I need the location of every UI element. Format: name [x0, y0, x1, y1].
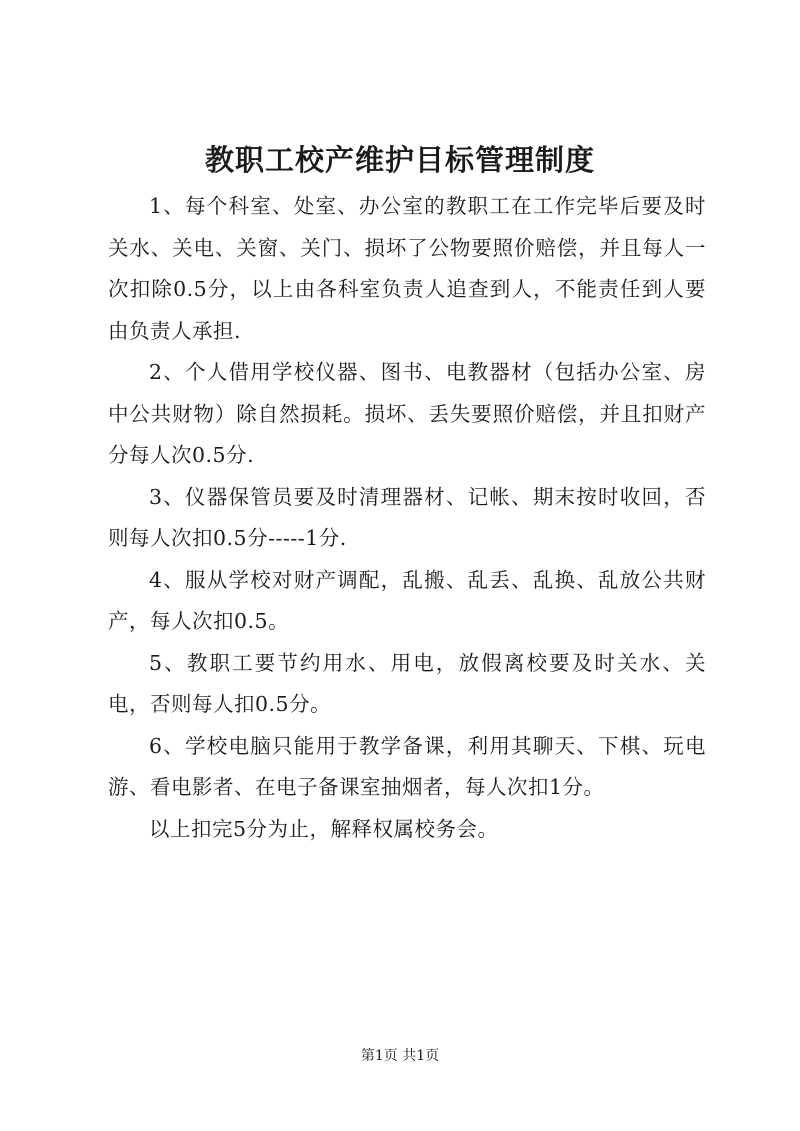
document-body	[108, 186, 706, 850]
paragraph-3: 3、仪器保管员要及时清理器材、记帐、期末按时收回，否则每人次扣0.5分-----1分.	[108, 484, 706, 550]
paragraph-1: 1、每个科室、处室、办公室的教职工在工作完毕后要及时关水、关电、关窗、关门、损坏了公物要照价赔偿，并且每人一次扣除0.5分，以上由各科室负责人追查到人，不能责任到人要由负责人承担.	[108, 194, 706, 343]
document-title: 教职工校产维护目标管理制度	[204, 143, 595, 177]
paragraph-4: 4、服从学校对财产调配，乱搬、乱丢、乱换、乱放公共财产，每人次扣0.5。	[108, 567, 706, 633]
page-footer: 第1页 共1页	[360, 1048, 440, 1064]
paragraph-6: 6、学校电脑只能用于教学备课，利用其聊天、下棋、玩电游、看电影者、在电子备课室抽烟者，每人次扣1分。	[108, 733, 706, 799]
paragraph-2: 2、个人借用学校仪器、图书、电教器材（包括办公室、房中公共财物）除自然损耗。损坏、丢失要照价赔偿，并且扣财产分每人次0.5分.	[108, 360, 706, 467]
paragraph-closing: 以上扣完5分为止，解释权属校务会。	[149, 816, 499, 841]
paragraph-5: 5、教职工要节约用水、用电，放假离校要及时关水、关电，否则每人扣0.5分。	[108, 650, 706, 716]
